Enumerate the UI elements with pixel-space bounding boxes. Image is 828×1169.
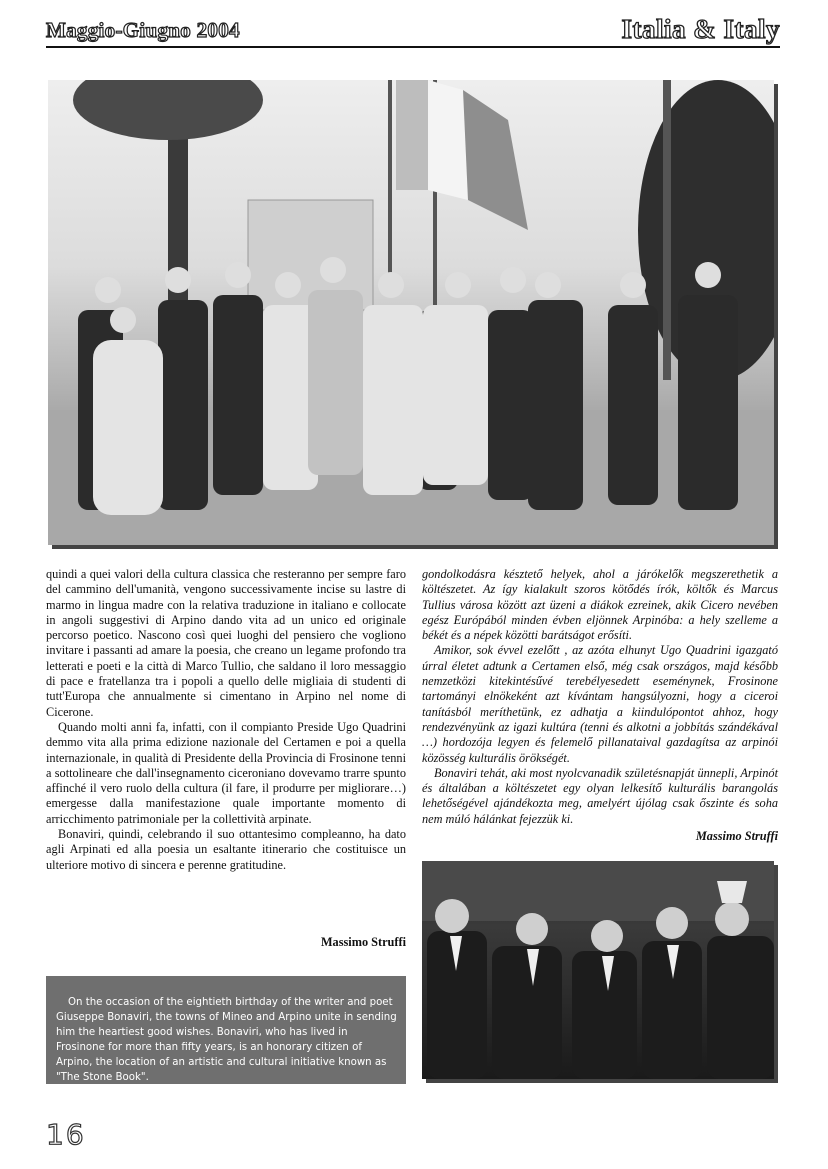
english-caption-box — [46, 976, 406, 1084]
header-rule — [46, 46, 780, 48]
caption-text: On the occasion of the eightieth birthday of the writer and poet Giuseppe Bonaviri, the towns of Mineo and Arpino unite in sending him the heartiest good wishes. Bonaviri, who has lived in Frosinone for more than fifty years, is an honorary citizen of Arpino, the location of an artistic and cultural initiative known as "The Stone Book". — [56, 997, 397, 1083]
paragraph: Bonaviri, quindi, celebrando il suo ottantesimo compleanno, ha dato agli Arpinati ed alla poesia un esaltante itinerario che costituisce un ulteriore motivo di sincera e perenne gratitudine. — [46, 827, 406, 872]
author-signature-hungarian: Massimo Struffi — [695, 829, 778, 844]
page-number: 16 — [46, 1118, 86, 1151]
issue-date: Maggio-Giugno 2004 — [46, 18, 240, 42]
group-photo-top — [48, 80, 774, 545]
group-photo-bottom-illustration — [422, 861, 774, 1079]
paragraph: quindi a quei valori della cultura classica che resteranno per sempre faro del cammino dell'umanità, vengono successivamente incise su lastre di marmo in lingua madre con la relativa traduzione in italiano e collocate in angoli suggestivi di Arpino dando vita ad un unico ed originale percorso poetico. Nascono così quei luoghi del pensiero che vogliono invitare i passanti ad amare la poesia, che creano un legame profondo tra letterati e poeti e la città di Marco Tullio, che saldano il loro messaggio di pace e fratellanza tra i popoli a quello delle migliaia di studenti di tutt'Europa che annualmente si cimentano in Arpino nel nome di Cicerone. — [46, 567, 406, 719]
group-photo-bottom — [422, 861, 774, 1079]
group-photo-top-illustration — [48, 80, 774, 545]
paragraph: Amikor, sok évvel ezelőtt , az azóta elhunyt Ugo Quadrini igazgató úrral életet adtunk a Certamen első, még csak országos, majd később nemzetközi kitekintésűvé terebélyesedett eseménynek, Frosinone tartományi elnökeként azt kívántam hangsúlyozni, hogy a ciceroi tanításból meríthetünk, ez adhatja a kiindulópontot ahhoz, hogy rendezvényünk az igazi kultúra (tenni és alkotni a jobbítás szándékával …) hordozója legyen és felemelő pillanataival gazdagítsa az arpinói közösség kulturális örökségét. — [422, 643, 778, 765]
article-column-hungarian — [422, 567, 778, 844]
article-column-italian — [46, 567, 406, 873]
paragraph: gondolkodásra késztető helyek, ahol a járókelők megszerethetik a költészetet. Az így kialakult szoros kötődés írók, költők és Marcus Tullius városa között azt üzeni a diákok ezreinek, akik Cicero nevében egész Európából minden évben eljönnek Arpinóba: a hely szelleme a békét és a népek közötti barátságot erősíti. — [422, 567, 778, 643]
magazine-title: Italia & Italy — [621, 14, 780, 44]
paragraph: Quando molti anni fa, infatti, con il compianto Preside Ugo Quadrini demmo vita alla prima edizione nazionale del Certamen e poi a quella internazionale, in qualità di Presidente della Provincia di Frosinone tenni a sottolineare che dall'insegnamento ciceroniano dovevamo trarre spunto affinché il vero ruolo della cultura (il fare, il produrre per migliorare…) emergesse dalla manifestazione quale importante momento di arricchimento patrimoniale per la collettività arpinate. — [46, 719, 406, 826]
author-signature-italian: Massimo Struffi — [320, 935, 406, 949]
paragraph: Bonaviri tehát, aki most nyolcvanadik születésnapját ünnepli, Arpinót és általában a költészetet egy olyan lelkesítő kulturális barangolás lehetőségével ajándékozta meg, amelyért újólag csak őszinte és soha nem múló hálánkat fejezzük ki. — [422, 765, 778, 826]
